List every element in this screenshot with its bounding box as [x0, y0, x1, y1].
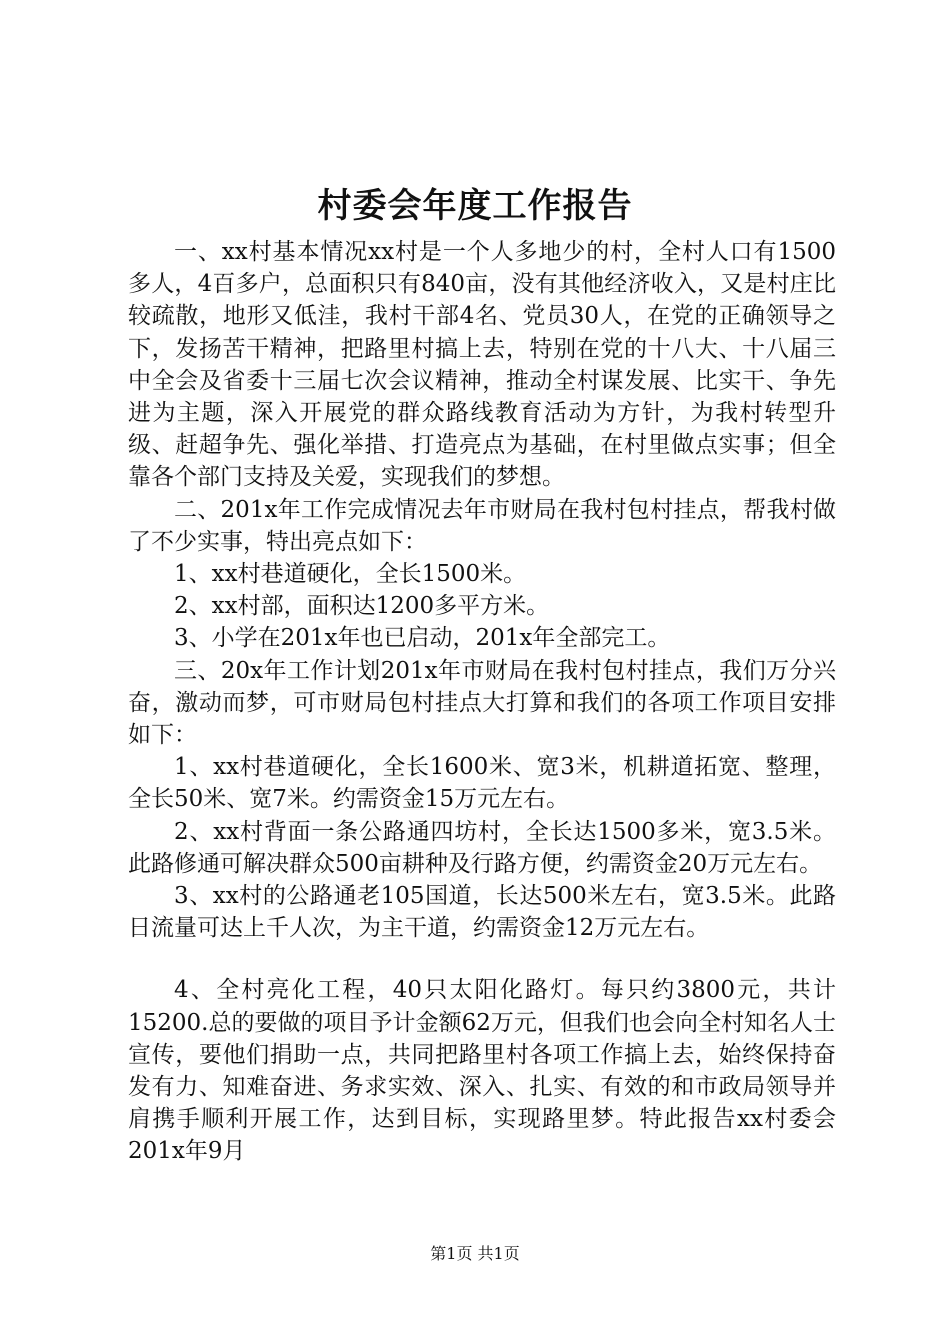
- list-item-completed-2: 2、xx村部，面积达1200多平方米。: [174, 593, 550, 620]
- list-item-plan-3: 3、xx村的公路通老105国道，长达500米左右，宽3.5米。此路日流量可达上千人次，为主干道，约需资金12万元左右。: [128, 883, 836, 942]
- list-item-plan-2: 2、xx村背面一条公路通四坊村，全长达1500多米，宽3.5米。此路修通可解决群众500亩耕种及行路方便，约需资金20万元左右。: [128, 818, 836, 877]
- list-item-completed-3: 3、小学在201x年也已启动，201x年全部完工。: [174, 625, 671, 652]
- list-item-plan-4: 4、全村亮化工程，40只太阳化路灯。每只约3800元，共计15200.总的要做的项目予计金额62万元，但我们也会向全村知名人士宣传，要他们捐助一点，共同把路里村各项工作搞上去，始终保持奋发有力、知难奋进、务求实效、深入、扎实、有效的和市政局领导并肩携手顺利开展工作，达到目标，实现路里梦。特此报告xx村委会201x年9月: [128, 977, 836, 1165]
- list-item-plan-1: 1、xx村巷道硬化，全长1600米、宽3米，机耕道拓宽、整理，全长50米、宽7米。约需资金15万元左右。: [128, 754, 836, 813]
- paragraph-basic-situation: 一、xx村基本情况xx村是一个人多地少的村，全村人口有1500多人，4百多户，总面积只有840亩，没有其他经济收入，又是村庄比较疏散，地形又低洼，我村干部4名、党员30人，在党的正确领导之下，发扬苦干精神，把路里村搞上去，特别在党的十八大、十八届三中全会及省委十三届七次会议精神，推动全村谋发展、比实干、争先进为主题，深入开展党的群众路线教育活动为方针，为我村转型升级、赶超争先、强化举措、打造亮点为基础，在村里做点实事；但全靠各个部门支持及关爱，实现我们的梦想。: [128, 239, 836, 491]
- document-body: [128, 236, 836, 1168]
- paragraph-work-plan: 三、20x年工作计划201x年市财局在我村包村挂点，我们万分兴奋，激动而梦，可市财局包村挂点大打算和我们的各项工作项目安排如下：: [128, 657, 836, 749]
- page-number: 第1页 共1页: [430, 1244, 520, 1263]
- paragraph-work-completed: 二、201x年工作完成情况去年市财局在我村包村挂点，帮我村做了不少实事，特出亮点如下：: [128, 496, 836, 555]
- document-title: 村委会年度工作报告: [317, 186, 633, 226]
- list-item-completed-1: 1、xx村巷道硬化，全长1500米。: [174, 561, 527, 588]
